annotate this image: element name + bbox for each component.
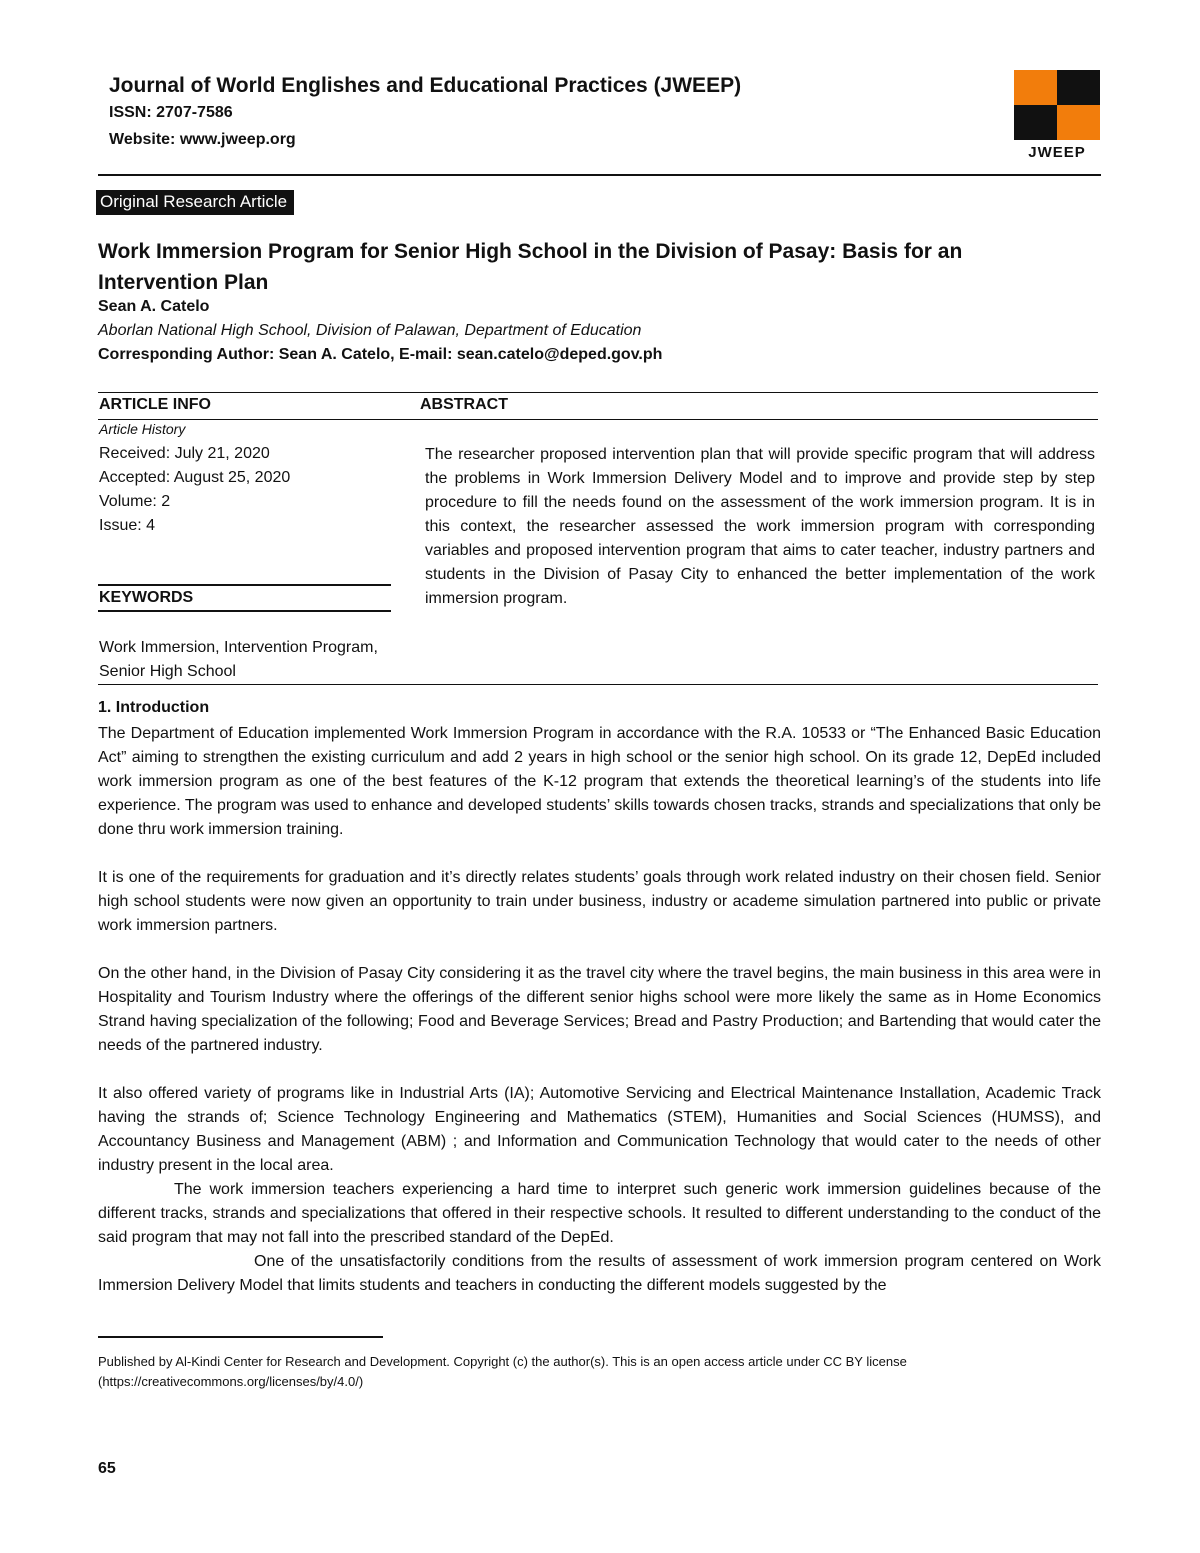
logo-black-square bbox=[1014, 105, 1057, 140]
info-top-rule bbox=[98, 392, 1098, 393]
jweep-logo bbox=[1014, 70, 1100, 170]
footnote-rule bbox=[98, 1336, 383, 1338]
introduction-body bbox=[98, 722, 1101, 1298]
info-bottom-rule bbox=[98, 684, 1098, 685]
corresponding-author: Corresponding Author: Sean A. Catelo, E-mail: sean.catelo@deped.gov.ph bbox=[98, 346, 663, 363]
article-history-label: Article History bbox=[99, 421, 186, 437]
abstract-text: The researcher proposed intervention plan that will provide specific program that will address the problems in Work Immersion Delivery Model and to improve and provide step by step procedure to fill the needs found on the assessment of the work immersion program. It is in this context, the researcher assessed the work immersion program with corresponding variables and proposed intervention program that aims to cater teacher, industry partners and students in the Division of Pasay City to enhanced the better implementation of the work immersion program. bbox=[425, 446, 1095, 607]
issue: Issue: 4 bbox=[99, 517, 156, 534]
author-affiliation: Aborlan National High School, Division of Palawan, Department of Education bbox=[98, 322, 642, 339]
keywords-top-rule bbox=[98, 584, 391, 586]
volume: Volume: 2 bbox=[99, 493, 171, 510]
page-number: 65 bbox=[98, 1460, 116, 1477]
logo-black-square bbox=[1057, 70, 1100, 105]
accepted-date: Accepted: August 25, 2020 bbox=[99, 469, 291, 486]
journal-website: Website: www.jweep.org bbox=[109, 131, 296, 148]
article-type-badge: Original Research Article bbox=[96, 190, 294, 215]
license-footnote: Published by Al-Kindi Center for Research and Development. Copyright (c) the author(s). This is an open access article under CC BY license (https://creativecommons.org/licenses/by/4.0/) bbox=[98, 1354, 907, 1389]
keywords-bottom-rule bbox=[98, 610, 391, 612]
paragraph: The work immersion teachers experiencing a hard time to interpret such generic work immersion guidelines because of the different tracks, strands and specializations that offered in their respective schools. It resulted to different understanding to the conduct of the said program that may not fall into the prescribed standard of the DepEd. bbox=[98, 1181, 1101, 1246]
info-header-rule bbox=[98, 419, 1098, 420]
author-name: Sean A. Catelo bbox=[98, 298, 210, 315]
logo-text: JWEEP bbox=[1028, 144, 1086, 161]
header-divider bbox=[98, 174, 1101, 176]
paragraph: The Department of Education implemented Work Immersion Program in accordance with the R.A. 10533 or “The Enhanced Basic Education Act” aiming to strengthen the existing curriculum and add 2 years in high school or the senior high school. On its grade 12, DepEd included work immersion program as one of the best features of the K-12 program that extends the theoretical learning’s of the students into life experience. The program was used to enhance and developed students’ skills towards chosen tracks, strands and specializations that only be done thru work immersion training. bbox=[98, 725, 1101, 838]
journal-title: Journal of World Englishes and Educational Practices (JWEEP) bbox=[109, 74, 742, 97]
article-history bbox=[99, 442, 290, 538]
logo-orange-square bbox=[1057, 105, 1100, 140]
journal-issn: ISSN: 2707-7586 bbox=[109, 104, 233, 121]
keywords-list: Work Immersion, Intervention Program, Senior High School bbox=[99, 639, 378, 680]
keywords-heading: KEYWORDS bbox=[99, 589, 194, 606]
received-date: Received: July 21, 2020 bbox=[99, 445, 270, 462]
paragraph: It also offered variety of programs like in Industrial Arts (IA); Automotive Servicing and Electrical Maintenance Installation, Academic Track having the strands of; Science Technology Engineering and Mathematics (STEM), Humanities and Social Sciences (HUMSS), and Accountancy Business and Management (ABM) ; and Information and Communication Technology that would cater to the needs of other industry present in the local area. bbox=[98, 1085, 1101, 1174]
article-info-heading: ARTICLE INFO bbox=[99, 396, 211, 413]
section-heading-introduction: 1. Introduction bbox=[98, 699, 210, 716]
paper-title: Work Immersion Program for Senior High School in the Division of Pasay: Basis for an Intervention Plan bbox=[98, 240, 963, 294]
abstract-heading: ABSTRACT bbox=[420, 396, 508, 413]
paragraph: It is one of the requirements for graduation and it’s directly relates students’ goals through work related industry on their chosen field. Senior high school students were now given an opportunity to train under business, industry or academe simulation partnered into public or private work immersion partners. bbox=[98, 869, 1101, 934]
paragraph: On the other hand, in the Division of Pasay City considering it as the travel city where the travel begins, the main business in this area were in Hospitality and Tourism Industry where the offerings of the different senior highs school were more likely the same as in Home Economics Strand having specialization of the following; Food and Beverage Services; Bread and Pastry Production; and Bartending that would cater the needs of the partnered industry. bbox=[98, 965, 1101, 1054]
paragraph: One of the unsatisfactorily conditions from the results of assessment of work immersion program centered on Work Immersion Delivery Model that limits students and teachers in conducting the different models suggested by the bbox=[98, 1253, 1101, 1294]
logo-orange-square bbox=[1014, 70, 1057, 105]
